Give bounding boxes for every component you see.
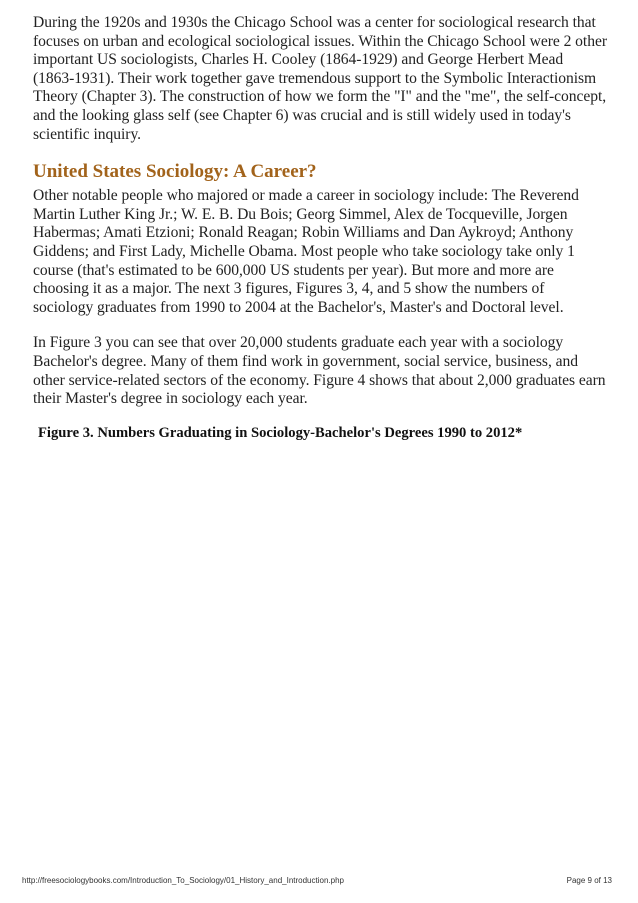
footer-url[interactable]: http://freesociologybooks.com/Introduction_To_Sociology/01_History_and_Introduction.php [22, 876, 344, 885]
page-footer [22, 876, 612, 885]
footer-page-number: Page 9 of 13 [566, 876, 612, 885]
paragraph-career: Other notable people who majored or made a career in sociology include: The Reverend Martin Luther King Jr.; W. E. B. Du Bois; Georg Simmel, Alex de Tocqueville, Jorgen Habermas; Amati Etzioni; Ronald Reagan; Robin Williams and Dan Aykroyd; Anthony Giddens; and First Lady, Michelle Obama. Most people who take sociology take only 1 course (that's estimated to be 600,000 US students per year). But more and more are choosing it as a major. The next 3 figures, Figures 3, 4, and 5 show the numbers of sociology graduates from 1990 to 2004 at the Bachelor's, Master's and Doctoral level. [33, 187, 579, 316]
paragraph-chicago-school: During the 1920s and 1930s the Chicago School was a center for sociological research that focuses on urban and ecological sociological issues. Within the Chicago School were 2 other important US sociologists, Charles H. Cooley (1864-1929) and George Herbert Mead (1863-1931). Their work together gave tremendous support to the Symbolic Interactionism Theory (Chapter 3). The construction of how we form the "I" and the "me", the self-concept, and the looking glass self (see Chapter 6) was crucial and is still widely used in today's scientific inquiry. [33, 14, 607, 143]
paragraph-figures: In Figure 3 you can see that over 20,000 students graduate each year with a sociology Bachelor's degree. Many of them find work in government, social service, business, and other service-related sectors of the economy. Figure 4 shows that about 2,000 graduates earn their Master's degree in sociology each year. [33, 334, 606, 408]
section-heading: United States Sociology: A Career? [33, 161, 317, 183]
page-content [33, 14, 608, 442]
figure-caption: Figure 3. Numbers Graduating in Sociology-Bachelor's Degrees 1990 to 2012* [38, 424, 523, 441]
